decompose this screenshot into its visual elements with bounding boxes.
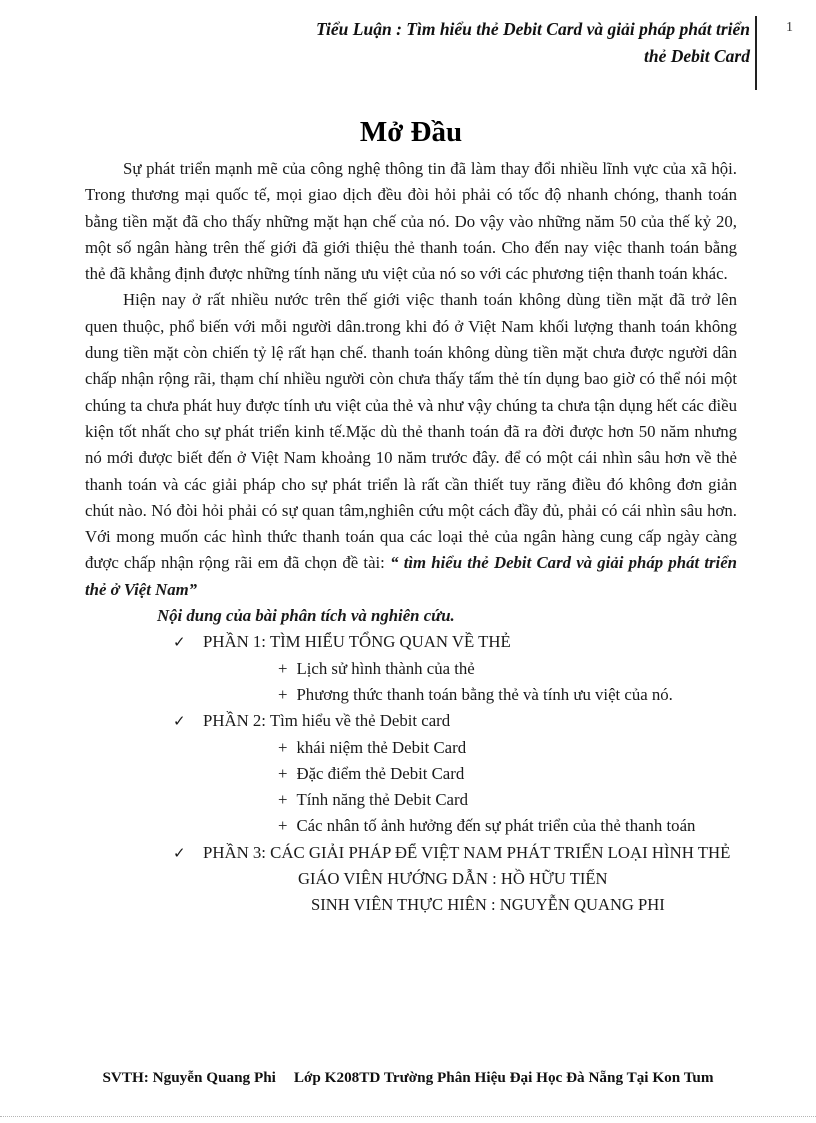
outline-item-label: PHẦN 3: CÁC GIẢI PHÁP ĐỂ VIỆT NAM PHÁT TRIỂN LOẠI HÌNH THẺ: [203, 842, 731, 862]
outline-subitem: [85, 813, 737, 839]
footer-school: Lớp K208TD Trường Phân Hiệu Đại Học Đà Nẵng Tại Kon Tum: [293, 1069, 714, 1086]
outline-item-part-3: [85, 840, 737, 866]
outline-item-part-2: [85, 708, 737, 734]
paragraph-1: [85, 156, 737, 287]
outline-list: [85, 629, 737, 866]
plus-icon: +: [278, 790, 288, 810]
advisor-line: GIÁO VIÊN HƯỚNG DẪN : HỒ HỮU TIẾN: [298, 869, 608, 889]
outline-item-label: Đặc điểm thẻ Debit Card: [296, 763, 465, 783]
paragraph-1-text: Sự phát triển mạnh mẽ của công nghệ thông tin đã làm thay đổi nhiều lĩnh vực của xã hội. Trong thương mại quốc tế, mọi giao dịch đều đòi hỏi phải có tốc độ nhanh chóng, thanh toán bằng tiền mặt đã cho thấy những mặt hạn chế của nó. Do vậy vào những năm 50 của thế kỷ 20, một số ngân hàng trên thế giới đã giới thiệu thẻ thanh toán. Cho đến nay việc thanh toán bằng thẻ đã khẳng định được những tính năng ưu việt của nó so với các phương tiện thanh toán khác.: [85, 159, 737, 284]
thesis-topic-emphasis: “ tìm hiểu thẻ Debit Card và giải pháp phát triển thẻ ở Việt Nam”: [85, 553, 737, 599]
page-number: 1: [786, 20, 793, 35]
outline-item-label: Phương thức thanh toán bằng thẻ và tính ưu việt của nó.: [296, 684, 673, 704]
page-footer: [0, 1069, 816, 1087]
running-header: [190, 16, 750, 70]
outline-item-label: Các nhân tố ảnh hưởng đến sự phát triển của thẻ thanh toán: [296, 816, 696, 836]
outline-item-part-1: [85, 629, 737, 655]
outline-subitem: [85, 761, 737, 787]
outline-heading: Nội dung của bài phân tích và nghiên cứu.: [157, 606, 455, 626]
page-break-line: [0, 1116, 816, 1117]
outline-subitem: [85, 735, 737, 761]
outline-subitem: [85, 656, 737, 682]
plus-icon: +: [278, 763, 288, 783]
credits-block: [85, 866, 737, 917]
header-divider-line: [755, 16, 757, 90]
outline-item-label: PHẦN 2: Tìm hiểu về thẻ Debit card: [203, 711, 451, 731]
running-header-line2: thẻ Debit Card: [644, 46, 750, 66]
student-line: SINH VIÊN THỰC HIÊN : NGUYỄN QUANG PHI: [311, 894, 665, 914]
outline-item-label: PHẦN 1: TÌM HIỂU TỔNG QUAN VỀ THẺ: [203, 632, 511, 652]
plus-icon: +: [278, 684, 288, 704]
section-title: Mở Đầu: [359, 116, 463, 148]
plus-icon: +: [278, 737, 288, 757]
running-header-line1: Tiểu Luận : Tìm hiểu thẻ Debit Card và giải pháp phát triển: [316, 19, 750, 39]
outline-item-label: Tính năng thẻ Debit Card: [296, 790, 468, 810]
check-icon: ✓: [173, 633, 186, 652]
outline-item-label: Lịch sử hình thành của thẻ: [296, 658, 475, 678]
plus-icon: +: [278, 658, 288, 678]
check-icon: ✓: [173, 712, 186, 731]
outline-subitem: [85, 787, 737, 813]
footer-student: SVTH: Nguyễn Quang Phi: [102, 1069, 276, 1086]
outline-subitem: [85, 682, 737, 708]
check-icon: ✓: [173, 843, 186, 862]
plus-icon: +: [278, 816, 288, 836]
paragraph-2-text: Hiện nay ở rất nhiều nước trên thế giới việc thanh toán không dùng tiền mặt đã trở lên quen thuộc, phổ biến với mỗi người dân.trong khi đó ở Việt Nam khối lượng thanh toán không dung tiền mặt còn chiến tỷ lệ rất hạn chế. thanh toán không dùng tiền mặt chưa được người dân chấp nhận rộng rãi, thạm chí nhiều người còn chưa thấy tấm thẻ tín dụng bao giờ có thể nói một chúng ta chưa phát huy được tính ưu việt của thẻ và như vậy chúng ta chưa tận dụng hết các điều kiện tốt nhất cho sự phát triển kinh tế.Mặc dù thẻ thanh toán đã ra đời được hơn 50 năm nhưng nó mới được biết đến ở Việt Nam khoảng 10 năm trước đây. để có một cái nhìn sâu hơn về thẻ thanh toán và các giải pháp cho sự phát triển là rất cần thiết tuy răng điều đó không đơn giản chút nào. Nó đòi hỏi phải có sự quan tâm,nghiên cứu một cách đầy đủ, phải có cái nhìn sâu hơn. Với mong muốn các hình thức thanh toán qua các loại thẻ của ngân hàng cung cấp ngày càng được chấp nhận rộng rãi em đã chọn đề tài:: [85, 290, 737, 573]
paragraph-2: [85, 287, 737, 603]
outline-item-label: khái niệm thẻ Debit Card: [296, 737, 467, 757]
